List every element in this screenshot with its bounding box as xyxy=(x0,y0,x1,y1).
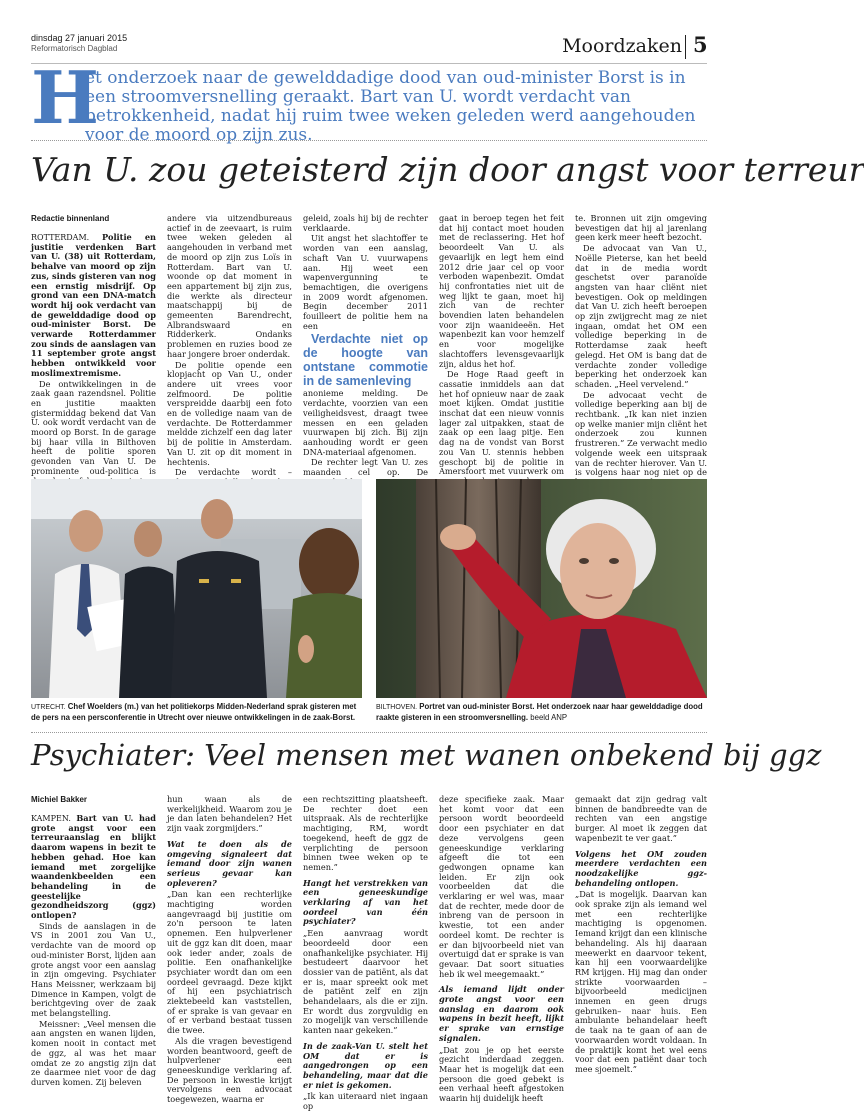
paragraph: Meissner: „Veel mensen die aan angsten en wanen lijden, komen nooit in contact met de ggz, al was het maar omdat ze zo angstig zijn dat ze daarmee niet voor de dag durven komen. Zij beleven xyxy=(31,1018,156,1087)
article1-headline: Van U. zou geteisterd zijn door angst voor terreur xyxy=(31,150,864,189)
paragraph: De politie opende een klopjacht op Van U., onder andere uit vrees voor zelfmoord. De politie verspreidde daarbij een foto en de volledige naam van de verdachte. De Rotterdammer meldde zichzelf een dag later bij de politie in Amsterdam. Van U. zit op dit moment in hechtenis. xyxy=(167,359,292,467)
interview-question: Volgens het OM zouden meerdere verdachten een noodzakelijke ggz-behandeling ontlopen. xyxy=(575,848,707,888)
article1-byline: Redactie binnenland xyxy=(31,214,110,223)
paragraph: De rechter legt Van U. zes maanden cel op. De xyxy=(303,457,428,478)
photo-credit: beeld ANP xyxy=(530,712,568,722)
paragraph: De Hoge Raad geeft in cassatie inmiddels aan dat het hof opnieuw naar de zaak moet kijken. Omdat justitie inschat dat een nieuw vonnis lager zal uitpakken, staat de zaak op een laag pitje. Een dag na de vondst van Borst zou Van U. stennis hebben geschopt bij de politie in Amersfoort met vuurwerk om xyxy=(439,369,564,477)
intro-text: et onderzoek naar de gewelddadige dood van oud-minister Borst is in een stroomversnelling geraakt. Bart van U. wordt verdacht van betrokkenheid, nadat hij ruim twee weken geleden werd aangehouden voor de moord op zijn zus. xyxy=(85,68,696,145)
paragraph: andere via uitzendbureaus actief in de zeevaart, is ruim twee weken geleden al aangehouden in verband met de moord op zijn zus Loïs in Rotterdam. Bart van U. woonde op dat moment in een appartement bij zijn zus, die werkte als directeur maatschappij bij de gemeenten Barendrecht, Albrandswaard en Ridderkerk. Ondanks problemen en ruzies bood ze haar jongere broer onderdak. xyxy=(167,213,292,359)
article1-lead: Politie en justitie verdenken Bart van U. (38) uit Rotterdam, behalve van moord op zijn zus, sinds gisteren van nog een ernstig misdrijf. Op grond van een DNA-match wordt hij ook verdacht van de gewelddadige dood op oud-minister Borst. De verwarde Rotterdammer zou sinds de aanslagen van 11 september grote angst hebben ontwikkeld voor moslimextremisme. xyxy=(31,232,157,378)
portrait-photo xyxy=(376,479,707,698)
article1-column-4 xyxy=(439,213,564,477)
article1-column-3 xyxy=(303,213,428,478)
article1-column-5 xyxy=(575,213,707,478)
article2-column-4 xyxy=(439,794,564,1104)
issue-date: dinsdag 27 januari 2015 xyxy=(31,33,128,43)
interview-question: Wat te doen als de omgeving signaleert dat iemand door zijn wanen serieus gevaar kan opleveren? xyxy=(167,838,292,888)
caption-place: UTRECHT. xyxy=(31,704,66,711)
paragraph: Als die vragen bevestigend worden beantwoord, geeft de hulpverlener een geneeskundige verklaring af. De persoon in kwestie krijgt vervolgens een advocaat toegewezen, waarna er xyxy=(167,1035,292,1105)
paragraph: „Een aanvraag wordt beoordeeld door een onafhankelijke psychiater. Hij bestudeert daarvoor het dossier van de patiënt, als dat er is, maar spreekt ook met de patiënt zelf en zijn behandelaars, als die er zijn. Er wordt dus zorgvuldig en zo mogelijk van verschillende kanten naar gekeken.” xyxy=(303,928,428,1036)
article1-column-1 xyxy=(31,214,157,476)
paragraph: hun waan als de werkelijkheid. Waarom zou je je dan laten behandelen? Het zijn vaak zorgmijders.” xyxy=(167,794,292,834)
caption-text: Portret van oud-minister Borst. Het onderzoek naar haar gewelddadige dood raakte gisteren in een stroomversnelling. xyxy=(376,702,703,722)
interview-question: Hangt het verstrekken van een geneeskundige verklaring af van het oordeel van één psychiater? xyxy=(303,877,428,927)
article2-column-5 xyxy=(575,794,707,1074)
paragraph: gemaakt dat zijn gedrag valt binnen de bandbreedte van de rechten van een angstige burger. Al moet ik zeggen dat wapenbezit te ver gaat.” xyxy=(575,794,707,843)
article1-column-2 xyxy=(167,213,292,478)
article2-dateline: KAMPEN. xyxy=(31,814,71,823)
paragraph: De advocaat vecht de volledige beperking aan bij de rechtbank. „Ik kan niet inzien op welke manier mijn cliënt het onderzoek zou kunnen frustreren.” Ze verwacht medio volgende week een uitspraak van de rechter hierover. Van U. is volgens haar nog niet op de xyxy=(575,389,707,478)
paragraph: gaat in beroep tegen het feit dat hij contact moet houden met de reclassering. Het hof beoordeelt Van U. als gevaarlijk en legt hem eind 2012 drie jaar cel op voor verboden wapenbezit. Omdat hij confrontaties niet uit de weg lijkt te gaan, moet hij zich van de rechter bovendien laten behandelen voor zijn waanideeën. Het wapenbezit kan voor hemzelf en voor mogelijke slachtoffers levensgevaarlijk zijn, aldus het hof. xyxy=(439,213,564,369)
paragraph: De advocaat van Van U., Noëlle Pieterse, kan het beeld dat in de media wordt geschetst over paranoïde angsten van haar cliënt niet bevestigen. Ook op meldingen dat Van U. zich heeft beroepen op zijn zwijgrecht mag ze niet ingaan, omdat het OM een volledige beperking in de Rotterdamse zaak heeft gelegd. Het OM is bang dat de verdachte zonder volledige beperking het onderzoek kan schaden. „Heel vervelend.” xyxy=(575,243,707,389)
left-photo-caption xyxy=(31,702,362,722)
paragraph: te. Bronnen uit zijn omgeving bevestigen dat hij al jarenlang geen kerk meer heeft bezocht. xyxy=(575,213,707,243)
intertitle: Verdachte niet op de hoogte van ontstane commotie in de samenleving xyxy=(303,332,428,389)
right-photo-caption xyxy=(376,702,707,722)
portrait-illustration xyxy=(376,479,707,698)
dotted-divider xyxy=(31,140,707,141)
page-number: 5 xyxy=(693,32,708,57)
article2-column-2 xyxy=(167,794,292,1105)
press-conference-illustration xyxy=(31,479,362,698)
section-title: Moordzaken xyxy=(562,35,682,57)
drop-cap: H xyxy=(31,55,100,140)
paragraph: „Dat is mogelijk. Daarvan kan ook sprake zijn als iemand wel met een rechterlijke machtiging is opgenomen. Iemand krijgt dan een klinische behandeling. Als hij daaraan meewerkt en daarvoor tekent, kan hij een voorwaardelijke RM krijgen. Hij mag dan onder strikte voorwaarden –bijvoorbeeld medicijnen innemen en geen drugs gebruiken– naar huis. Een ambulante behandelaar heeft de taak na te gaan of aan de voorwaarden wordt voldaan. In de praktijk komt het wel eens voor dat een patiënt daar toch mee sjoemelt.” xyxy=(575,889,707,1074)
paragraph: deze specifieke zaak. Maar het komt voor dat een persoon wordt beoordeeld door een psychiater en dat deze vervolgens geen geneeskundige verklaring afgeeft die tot een gedwongen opname kan leiden. Er zijn ook voorbeelden dat die verklaring er wel was, maar dat de rechter, mede door de inbreng van de persoon in kwestie, tot een ander oordeel komt. De rechter is er dan bijvoorbeeld niet van overtuigd dat er sprake is van gevaar. Dat soort situaties heb ik wel meegemaakt.” xyxy=(439,794,564,979)
paragraph: Uit angst het slachtoffer te worden van een aanslag, schaft Van U. vuurwapens aan. Hij weet een wapenvergunning te bemachtigen, die overigens in 2009 wordt afgenomen. Begin december 2011 fouilleert de politie hem na een xyxy=(303,233,428,331)
paragraph: De ontwikkelingen in de zaak gaan razendsnel. Politie en justitie maakten gistermiddag bekend dat Van U. ook wordt verdacht van de moord op Borst. In de garage bij haar villa in Bilthoven heeft de politie sporen gevonden van Van U. De prominente oud-politica is xyxy=(31,378,156,476)
paragraph: een rechtszitting plaatsheeft. De rechter doet een uitspraak. Als de rechterlijke machtiging, RM, wordt toegekend, heeft de ggz de verplichting de persoon binnen twee weken op te nemen.” xyxy=(303,794,428,872)
paragraph: „Dat zou je op het eerste gezicht inderdaad zeggen. Maar het is mogelijk dat een persoon die goed gebekt is een verhaal heeft afgestoken waarin hij duidelijk heeft xyxy=(439,1044,564,1104)
interview-question: In de zaak-Van U. stelt het OM dat er is aangedrongen op een behandeling, maar dat die er niet is gekomen. xyxy=(303,1040,428,1090)
paragraph: Sinds de aanslagen in de VS in 2001 zou Van U., verdachte van de moord op oud-minister Borst, lijden aan grote angst voor een aanslag in zijn omgeving. Psychiater Hans Meissner, werkzaam bij Dimence in Kampen, volgt de berichtgeving over de zaak met belangstelling. xyxy=(31,920,156,1019)
article1-dateline: ROTTERDAM. xyxy=(31,233,90,242)
article2-lead: Bart van U. had grote angst voor een terreuraanslag en blijkt daarom wapens in bezit te hebben gehad. Hoe kan iemand met zorgelijke waandenkbeelden een behandeling in de geestelijke gezondheidszorg (ggz) ontlopen? xyxy=(31,813,157,921)
dotted-divider xyxy=(31,732,707,733)
article2-headline: Psychiater: Veel mensen met wanen onbekend bij ggz xyxy=(31,738,822,772)
newspaper-name: Reformatorisch Dagblad xyxy=(31,44,118,53)
article2-column-1 xyxy=(31,795,157,1087)
paragraph: „Dan kan een rechterlijke machtiging worden aangevraagd bij justitie om zo'n persoon te laten opnemen. Een hulpverlener uit de ggz kan dit doen, maar ook ieder ander, zoals de politie. Een onafhankelijke psychiater wordt dan om een oordeel gevraagd. Deze kijkt of hij een psychiatrisch ziektebeeld kan vaststellen, of er sprake is van gevaar en of er verband bestaat tussen die twee. xyxy=(167,889,292,1036)
header-divider xyxy=(685,35,686,59)
press-conference-photo xyxy=(31,479,362,698)
article2-byline: Michiel Bakker xyxy=(31,795,88,804)
paragraph: De verdachte wordt – xyxy=(175,467,292,478)
interview-question: Als iemand lijdt onder grote angst voor een aanslag en daarom ook wapens in bezit heeft, lijkt er sprake van ernstige signalen. xyxy=(439,984,564,1043)
article2-column-3 xyxy=(303,794,428,1112)
header-rule xyxy=(31,63,707,64)
paragraph: „Ik kan uiteraard niet ingaan op xyxy=(303,1091,428,1112)
paragraph: anonieme melding. De verdachte, voorzien van een veiligheidsvest, draagt twee messen en een geladen vuurwapen bij zich. Bij zijn aanhouding wordt er geen DNA-materiaal afgenomen. xyxy=(303,388,428,457)
paragraph: geleid, zoals hij bij de rechter verklaarde. xyxy=(303,213,428,233)
caption-place: BILTHOVEN. xyxy=(376,704,418,711)
caption-text: Chef Woelders (m.) van het politiekorps Midden-Nederland sprak gisteren met de pers na een persconferentie in Utrecht over nieuwe ontwikkelingen in de zaak-Borst. xyxy=(31,702,357,722)
